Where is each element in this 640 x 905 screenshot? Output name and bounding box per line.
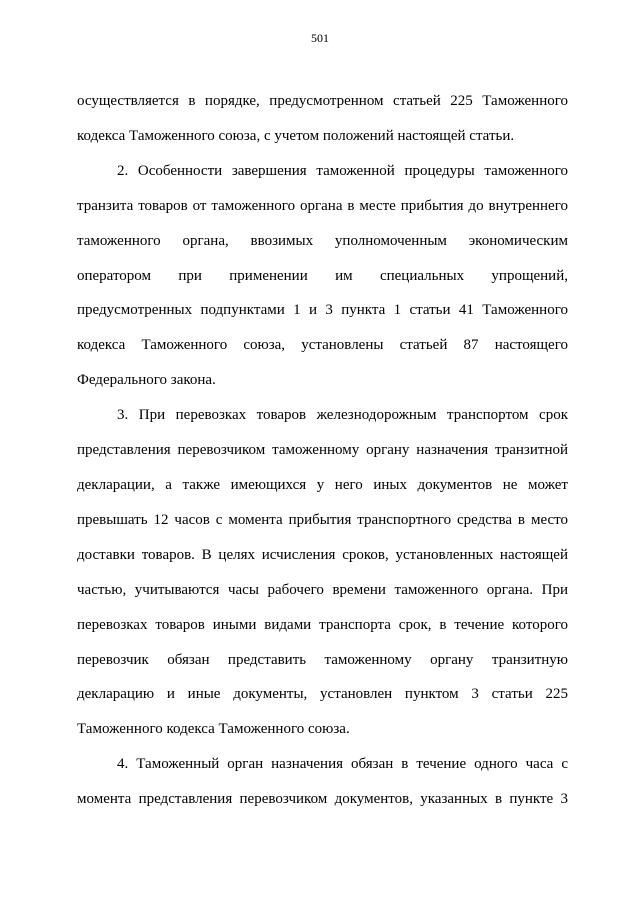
text-line: момента представления перевозчиком документов, указанных в пункте 3 — [77, 791, 568, 808]
text-line: перевозках товаров иными видами транспорта срок, в течение которого — [77, 616, 568, 633]
text-line: частью, учитываются часы рабочего времени таможенного органа. При — [77, 581, 568, 598]
text-line: транзита товаров от таможенного органа в месте прибытия до внутреннего — [77, 197, 568, 214]
page-number: 501 — [311, 31, 329, 45]
text-line: доставки товаров. В целях исчисления сроков, установленных настоящей — [77, 546, 568, 563]
text-line: перевозчик обязан представить таможенному органу транзитную — [77, 651, 568, 668]
text-line: кодекса Таможенного союза, установлены статьей 87 настоящего — [77, 337, 568, 354]
paragraph-p-2 — [77, 154, 568, 398]
text-line: декларацию и иные документы, установлен пунктом 3 статьи 225 — [77, 686, 568, 703]
paragraph-p-cont — [77, 84, 568, 154]
text-line: превышать 12 часов с момента прибытия транспортного средства в место — [77, 511, 568, 528]
text-line: 4. Таможенный орган назначения обязан в течение одного часа с — [117, 756, 568, 773]
text-line: таможенного органа, ввозимых уполномоченным экономическим — [77, 232, 568, 249]
text-line: Таможенного кодекса Таможенного союза. — [77, 721, 350, 738]
text-line: Федерального закона. — [77, 372, 216, 389]
text-line: 3. При перевозках товаров железнодорожным транспортом срок — [117, 407, 568, 424]
text-line: 2. Особенности завершения таможенной процедуры таможенного — [117, 162, 568, 179]
text-line: оператором при применении им специальных упрощений, — [77, 267, 568, 284]
text-line: представления перевозчиком таможенному органу назначения транзитной — [77, 442, 568, 459]
text-line: декларации, а также имеющихся у него иных документов не может — [77, 476, 568, 493]
text-line: предусмотренных подпунктами 1 и 3 пункта 1 статьи 41 Таможенного — [77, 302, 568, 319]
body-text — [77, 84, 568, 817]
paragraph-p-3 — [77, 398, 568, 747]
text-line: осуществляется в порядке, предусмотренном статьей 225 Таможенного — [77, 93, 568, 109]
text-line: кодекса Таможенного союза, с учетом положений настоящей статьи. — [77, 127, 515, 144]
paragraph-p-4 — [77, 747, 568, 817]
